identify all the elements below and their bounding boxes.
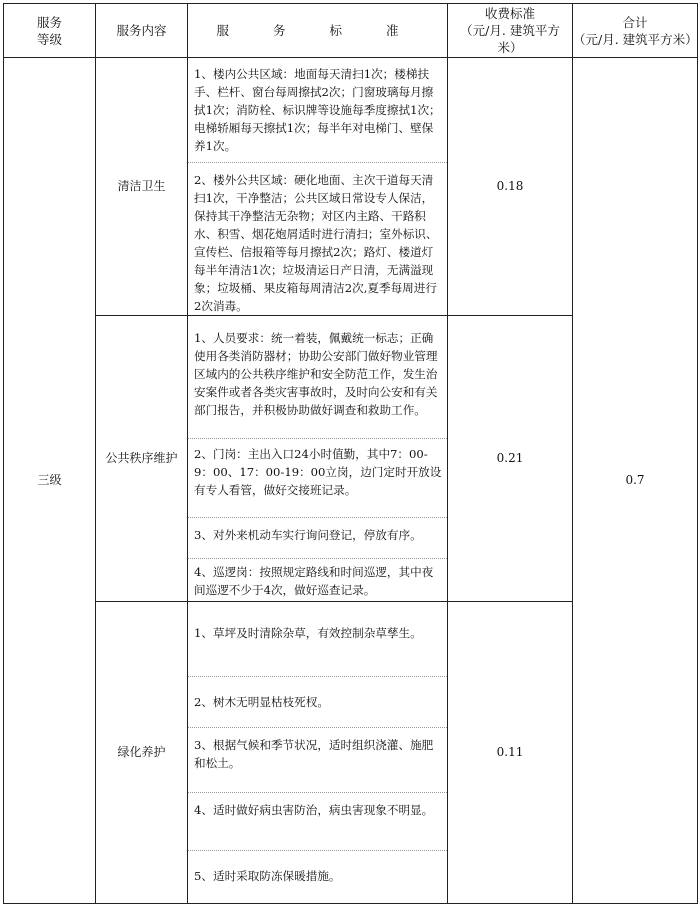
- standard-item: 3、根据气候和季节状况，适时组织浇灌、施肥和松土。: [188, 721, 448, 777]
- table-row: [4, 58, 698, 162]
- service-level-cell: 三级: [4, 58, 96, 904]
- section-name-security: 公共秩序维护: [96, 315, 188, 601]
- header-fee: 收费标准 （元/月. 建筑平方 米）: [448, 4, 573, 58]
- standard-item: 1、楼内公共区域：地面每天清扫1次；楼梯扶手、栏杆、窗台每周擦拭2次；门窗玻璃每月擦拭1次；消防栓、标识牌等设施每季度擦拭1次；电梯轿厢每天擦拭1次；每半年对电梯门、壁保养1次。: [188, 58, 448, 162]
- section-fee-cleaning: 0.18: [448, 58, 573, 316]
- standard-item: 4、巡逻岗：按照规定路线和时间巡逻，其中夜间巡逻不少于4次，做好巡查记录。: [188, 557, 448, 601]
- standard-item: 4、适时做好病虫害防治，病虫害现象不明显。: [188, 777, 448, 833]
- standard-item: 2、树木无明显枯枝死杈。: [188, 665, 448, 721]
- standard-item: 2、楼外公共区域：硬化地面、主次干道每天清扫1次，干净整洁；公共区域日常设专人保洁，保持其干净整洁无杂物；对区内主路、干路积水、积雪、烟花炮屑适时进行清扫；室外标识、宣传栏、信报箱等每月擦拭2次；路灯、楼道灯每半年清洁1次；垃圾清运日产日清，无满溢现象；垃圾桶、果皮箱每周清洁2次,夏季每周进行2次消毒。: [188, 162, 448, 316]
- header-row: [4, 4, 698, 58]
- header-total: 合计 （元/月. 建筑平方米）: [573, 4, 698, 58]
- standard-item: 1、草坪及时清除杂草，有效控制杂草孳生。: [188, 601, 448, 665]
- total-cell: 0.7: [573, 58, 698, 904]
- standard-item: 2、门岗：主出入口24小时值勤，其中7：00-9：00、17：00-19：00立岗，边门定时开放设有专人看管，做好交接班记录。: [188, 433, 448, 503]
- service-standard-table: [3, 3, 698, 904]
- section-fee-security: 0.21: [448, 315, 573, 601]
- standard-item: 1、人员要求：统一着装，佩戴统一标志；正确使用各类消防器材；协助公安部门做好物业管理区域内的公共秩序维护和安全防范工作，发生治安案件或者各类灾害事故时，及时向公安和有关部门报告，并积极协助做好调查和救助工作。: [188, 315, 448, 433]
- standard-item: 3、对外来机动车实行询问登记，停放有序。: [188, 503, 448, 557]
- standard-item: 5、适时采取防冻保暖措施。: [188, 833, 448, 903]
- section-name-greening: 绿化养护: [96, 601, 188, 903]
- header-content: 服务内容: [96, 4, 188, 58]
- section-fee-greening: 0.11: [448, 601, 573, 903]
- header-standard: 服 务 标 准: [188, 4, 448, 58]
- section-name-cleaning: 清洁卫生: [96, 58, 188, 316]
- header-level: 服务 等级: [4, 4, 96, 58]
